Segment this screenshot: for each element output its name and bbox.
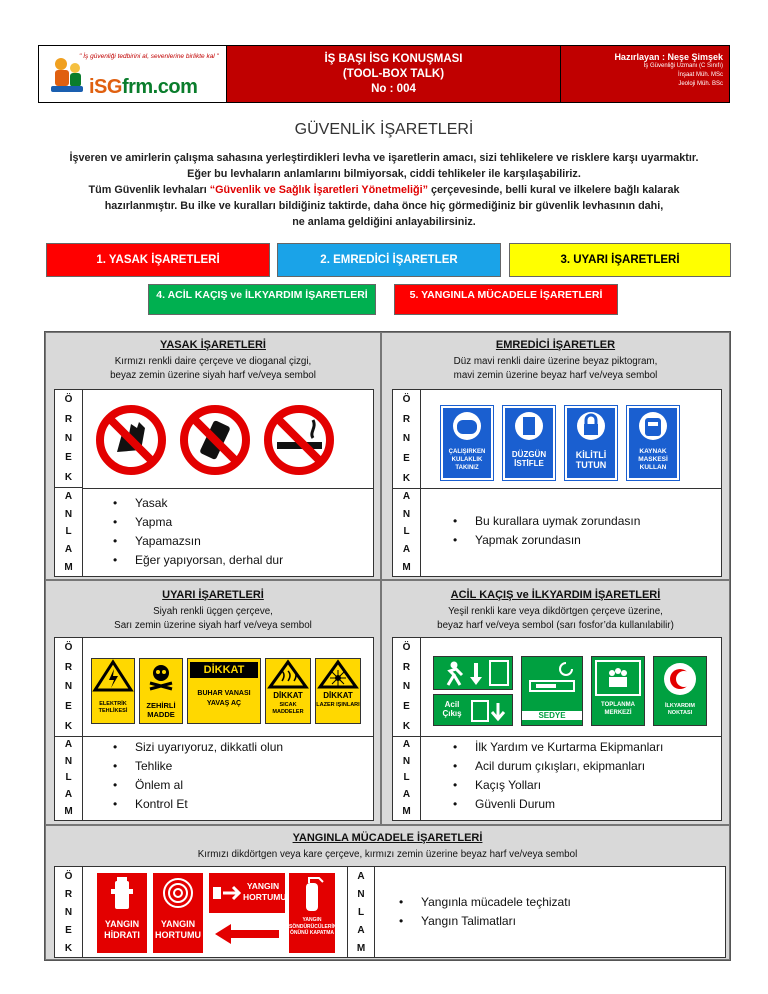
letter: K [402, 472, 411, 484]
yangin-table [54, 866, 726, 958]
running-man-icon [434, 657, 514, 691]
header-line2: (TOOL-BOX TALK) [342, 67, 445, 80]
ornek-label [393, 638, 421, 736]
letter: M [64, 561, 73, 573]
meaning-item: • Önlem al [113, 776, 283, 795]
sign-label: KAYNAK MASKESİ KULLAN [638, 448, 668, 471]
anlam-label [393, 736, 421, 820]
section-desc2: mavi zemin üzerine beyaz harf ve/veya sembol [453, 370, 658, 381]
letter: R [64, 888, 73, 900]
sign-label: ZEHİRLİ MADDE [146, 701, 176, 719]
intro-line5: ne anlama geldiğini anlayabilirsiniz. [292, 216, 476, 228]
acil-meaning [453, 738, 663, 814]
letter: L [65, 772, 72, 784]
assembly-people-icon [592, 657, 644, 699]
letter: E [403, 701, 410, 713]
sign-label: YANGIN HORTUMU [155, 919, 201, 940]
electric-warning-icon [92, 659, 134, 693]
emergency-exit-sign [433, 694, 513, 726]
signs-table [44, 331, 731, 961]
electric-hazard-sign [91, 658, 135, 724]
anlam-label [393, 488, 421, 576]
document-header [38, 45, 730, 103]
divider [393, 736, 721, 737]
letter: K [64, 942, 73, 954]
category-emredici: 2. EMREDİCİ İŞARETLER [277, 243, 501, 277]
letter: Ö [64, 870, 73, 882]
letter: L [65, 526, 72, 538]
ear-protection-icon [443, 408, 491, 444]
section-uyari [45, 580, 381, 825]
fire-hydrant-sign [97, 873, 147, 953]
yangin-meaning [399, 893, 571, 931]
section-yangin [45, 825, 730, 960]
logo-brand [89, 76, 197, 99]
letter: A [357, 924, 365, 936]
letter: R [64, 661, 73, 673]
hose-reel-icon [153, 873, 203, 913]
ornek-label [55, 867, 83, 957]
letter: Ö [64, 394, 73, 406]
no-smoking-icon [263, 404, 335, 476]
letter: Ö [402, 394, 411, 406]
letter: K [402, 720, 411, 732]
category-yasak: 1. YASAK İŞARETLERİ [46, 243, 270, 277]
sign-label: TOPLANMA MERKEZİ [601, 702, 635, 716]
intro-line2: Eğer bu levhaların anlamlarını bilmiyorsak, ciddi tehlikeler ile karşılaşabiliriz. [187, 168, 581, 180]
stretcher-sign [521, 656, 583, 726]
letter: R [402, 413, 411, 425]
letter: Ö [64, 642, 73, 654]
no-touch-icon [95, 404, 167, 476]
meaning-item: • Yapma [113, 513, 283, 532]
section-title: ACİL KAÇIŞ ve İLKYARDIM İŞARETLERİ [450, 589, 661, 601]
letter: E [65, 701, 72, 713]
sign-label: YANGIN HİDRATI [104, 919, 140, 940]
meaning-item: • Bu kurallara uymak zorundasın [453, 512, 640, 531]
emredici-meaning [453, 512, 640, 550]
letter: R [402, 661, 411, 673]
no-phone-icon [179, 404, 251, 476]
ornek-label [55, 390, 83, 488]
laser-sign [315, 658, 361, 724]
letter: M [402, 806, 411, 818]
stacking-icon [505, 408, 553, 444]
fire-hose-direction-sign [209, 873, 285, 913]
stretcher-icon [522, 657, 582, 707]
assembly-point-sign [591, 656, 645, 726]
intro-line4: hazırlanmıştır. Bu ilke ve kuralları bildiğiniz taktirde, daha önce hiç görmediğiniz bir güvenlik levhasının dahi, [104, 200, 664, 212]
author-block [561, 46, 729, 102]
prepared-by: Hazırlayan : Neşe Şimşek [614, 52, 723, 62]
section-desc1: Kırmızı renkli daire çerçeve ve dioganal çizgi, [114, 356, 312, 367]
logo [39, 46, 227, 102]
page-title: GÜVENLİK İŞARETLERİ [294, 121, 474, 138]
section-title: YANGINLA MÜCADELE İŞARETLERİ [292, 832, 483, 844]
section-desc1: Düz mavi renkli daire üzerine beyaz piktogram, [453, 356, 658, 367]
section-desc2: beyaz zemin üzerine siyah harf ve/veya sembol [110, 370, 316, 381]
intro-line3 [40, 182, 728, 198]
author-role3: Jeoloji Müh. BSc [678, 81, 723, 87]
letter: N [64, 681, 73, 693]
meaning-item: • Güvenli Durum [453, 795, 663, 814]
skull-icon [140, 659, 182, 693]
steam-valve-sign [187, 658, 261, 724]
sign-label: ELEKTRİK TEHLİKESİ [98, 701, 128, 714]
fire-hose-sign [153, 873, 203, 953]
letter: E [65, 452, 72, 464]
lock-icon [567, 408, 615, 444]
letter: N [64, 432, 73, 444]
category-uyari: 3. UYARI İŞARETLERİ [509, 243, 731, 277]
meaning-item: • Yasak [113, 494, 283, 513]
stacking-sign [503, 406, 555, 480]
hot-surface-icon [266, 659, 310, 689]
meaning-item: • Sizi uyarıyoruz, dikkatli olun [113, 738, 283, 757]
letter: N [64, 508, 73, 520]
sign-label: YANGIN HORTUMU [243, 881, 287, 902]
divider [393, 488, 721, 489]
section-desc1: Siyah renkli üçgen çerçeve, [153, 606, 273, 617]
header-line3: No : 004 [371, 82, 416, 95]
uyari-table [54, 637, 374, 821]
section-title: UYARI İŞARETLERİ [162, 589, 264, 601]
sign-label: BUHAR VANASI YAVAŞ AÇ [197, 690, 251, 707]
acil-table [392, 637, 722, 821]
direction-arrow-icon [209, 919, 285, 949]
yasak-table [54, 389, 374, 577]
section-title: EMREDİCİ İŞARETLER [495, 339, 616, 351]
sign-label: SICAK MADDELER [272, 702, 304, 715]
letter: N [402, 755, 411, 767]
logo-quote: " İş güvenliği tedbirini al, sevenlerine birlikte kal " [79, 53, 219, 60]
category-acil: 4. ACİL KAÇIŞ ve İLKYARDIM İŞARETLERİ [148, 284, 376, 315]
meaning-item: • Eğer yapıyorsan, derhal dur [113, 551, 283, 570]
category-yangin: 5. YANGINLA MÜCADELE İŞARETLERİ [394, 284, 618, 315]
sign-label: Acil Çıkış [442, 700, 462, 718]
section-desc1: Kırmızı dikdörtgen veya kare çerçeve, kırmızı zemin üzerine beyaz harf ve/veya sembol [197, 849, 578, 860]
sign-label: YANGIN SÖNDÜRÜCÜLERİN ÖNÜNÜ KAPATMA [289, 917, 337, 936]
sign-header: DİKKAT [323, 691, 353, 700]
section-yasak [45, 332, 381, 580]
intro-regulation-name: “Güvenlik ve Sağlık İşaretleri Yönetmeliği” [209, 184, 428, 196]
meaning-item: • Acil durum çıkışları, ekipmanları [453, 757, 663, 776]
anlam-label [55, 488, 83, 576]
letter: R [64, 413, 73, 425]
welding-mask-icon [629, 408, 677, 444]
section-desc2: beyaz harf ve/veya sembol (sarı fosfor’da kullanılabilir) [437, 620, 674, 631]
letter: A [402, 544, 411, 556]
anlam-label [55, 736, 83, 820]
letter: A [64, 789, 73, 801]
section-desc2: Sarı zemin üzerine siyah harf ve/veya sembol [114, 620, 312, 631]
logo-brand-b: frm.com [121, 76, 198, 98]
divider [83, 488, 373, 489]
logo-brand-a: iSG [89, 76, 122, 98]
ornek-label [393, 390, 421, 488]
letter: N [402, 433, 411, 445]
letter: E [65, 924, 72, 936]
first-aid-point-sign [653, 656, 707, 726]
uyari-meaning [113, 738, 283, 814]
section-desc1: Yeşil renkli kare veya dikdörtgen çerçeve üzerine, [448, 606, 663, 617]
meaning-item: • Kaçış Yolları [453, 776, 663, 795]
section-acil [381, 580, 730, 825]
meaning-item: • Yangınla mücadele teçhizatı [399, 893, 571, 912]
letter: K [64, 720, 73, 732]
letter: L [357, 906, 365, 918]
fire-extinguisher-icon [289, 873, 335, 913]
letter: A [402, 789, 411, 801]
yasak-meaning [113, 494, 283, 570]
laser-icon [316, 659, 360, 689]
intro-line3-post: çerçevesinde, belli kural ve ilkelere bağlı kalarak [427, 184, 680, 196]
letter: A [357, 870, 365, 882]
letter: N [64, 755, 73, 767]
letter: K [64, 471, 73, 483]
letter: N [402, 681, 411, 693]
sign-label: DÜZGÜN İSTİFLE [511, 450, 547, 468]
meaning-item: • Kontrol Et [113, 795, 283, 814]
toxic-sign [139, 658, 183, 724]
letter: M [64, 806, 73, 818]
letter: E [403, 453, 410, 465]
sign-label: ÇALIŞIRKEN KULAKLIK TAKINIZ [448, 449, 486, 471]
sign-label: KİLİTLİ TUTUN [575, 450, 607, 470]
sign-label: SEDYE [522, 711, 582, 720]
letter: A [64, 738, 73, 750]
letter: A [402, 738, 411, 750]
letter: A [64, 491, 73, 503]
letter: N [64, 906, 73, 918]
extinguisher-sign [289, 873, 335, 953]
meaning-item: • Tehlike [113, 757, 283, 776]
sign-label: İLKYARDIM NOKTASI [664, 703, 696, 716]
sign-header: DİKKAT [273, 691, 303, 700]
ornek-label [55, 638, 83, 736]
meaning-item: • İlk Yardım ve Kurtarma Ekipmanları [453, 738, 663, 757]
welding-mask-sign [627, 406, 679, 480]
letter: M [356, 942, 366, 954]
hot-material-sign [265, 658, 311, 724]
letter: A [64, 544, 73, 556]
intro-line3-pre: Tüm Güvenlik levhaları [88, 184, 210, 196]
letter: N [402, 508, 411, 520]
meaning-item: • Yapmak zorundasın [453, 531, 640, 550]
sign-header: DİKKAT [190, 662, 258, 678]
anlam-label [347, 867, 375, 957]
ear-protection-sign [441, 406, 493, 480]
section-title: YASAK İŞARETLERİ [160, 339, 266, 351]
letter: A [402, 491, 411, 503]
intro-line1: İşveren ve amirlerin çalışma sahasına yerleştirdikleri levha ve işaretlerin amacı, sizi tehlikelere ve risklere karşı uyarmaktır. [69, 152, 699, 164]
author-role2: İnşaat Müh. MSc [677, 72, 723, 78]
letter: L [403, 526, 410, 538]
hydrant-icon [97, 873, 147, 913]
sign-label: LAZER IŞINLARI [316, 702, 360, 708]
header-line1: İŞ BAŞI İSG KONUŞMASI [324, 52, 463, 65]
emredici-table [392, 389, 722, 577]
header-title-block [227, 46, 561, 102]
exit-door-icon [470, 699, 510, 723]
meaning-item: • Yapamazsın [113, 532, 283, 551]
hose-arrow-icon [211, 881, 243, 905]
letter: Ö [402, 642, 411, 654]
crescent-icon [654, 657, 706, 699]
letter: L [403, 772, 410, 784]
author-role1: İş Güvenliği Uzmanı (C Sınıfı) [643, 63, 723, 69]
meaning-item: • Yangın Talimatları [399, 912, 571, 931]
intro-paragraph [40, 150, 728, 230]
keep-locked-sign [565, 406, 617, 480]
letter: N [357, 888, 365, 900]
exit-arrow-sign [433, 656, 513, 690]
divider [55, 736, 373, 737]
letter: M [402, 561, 411, 573]
section-emredici [381, 332, 730, 580]
